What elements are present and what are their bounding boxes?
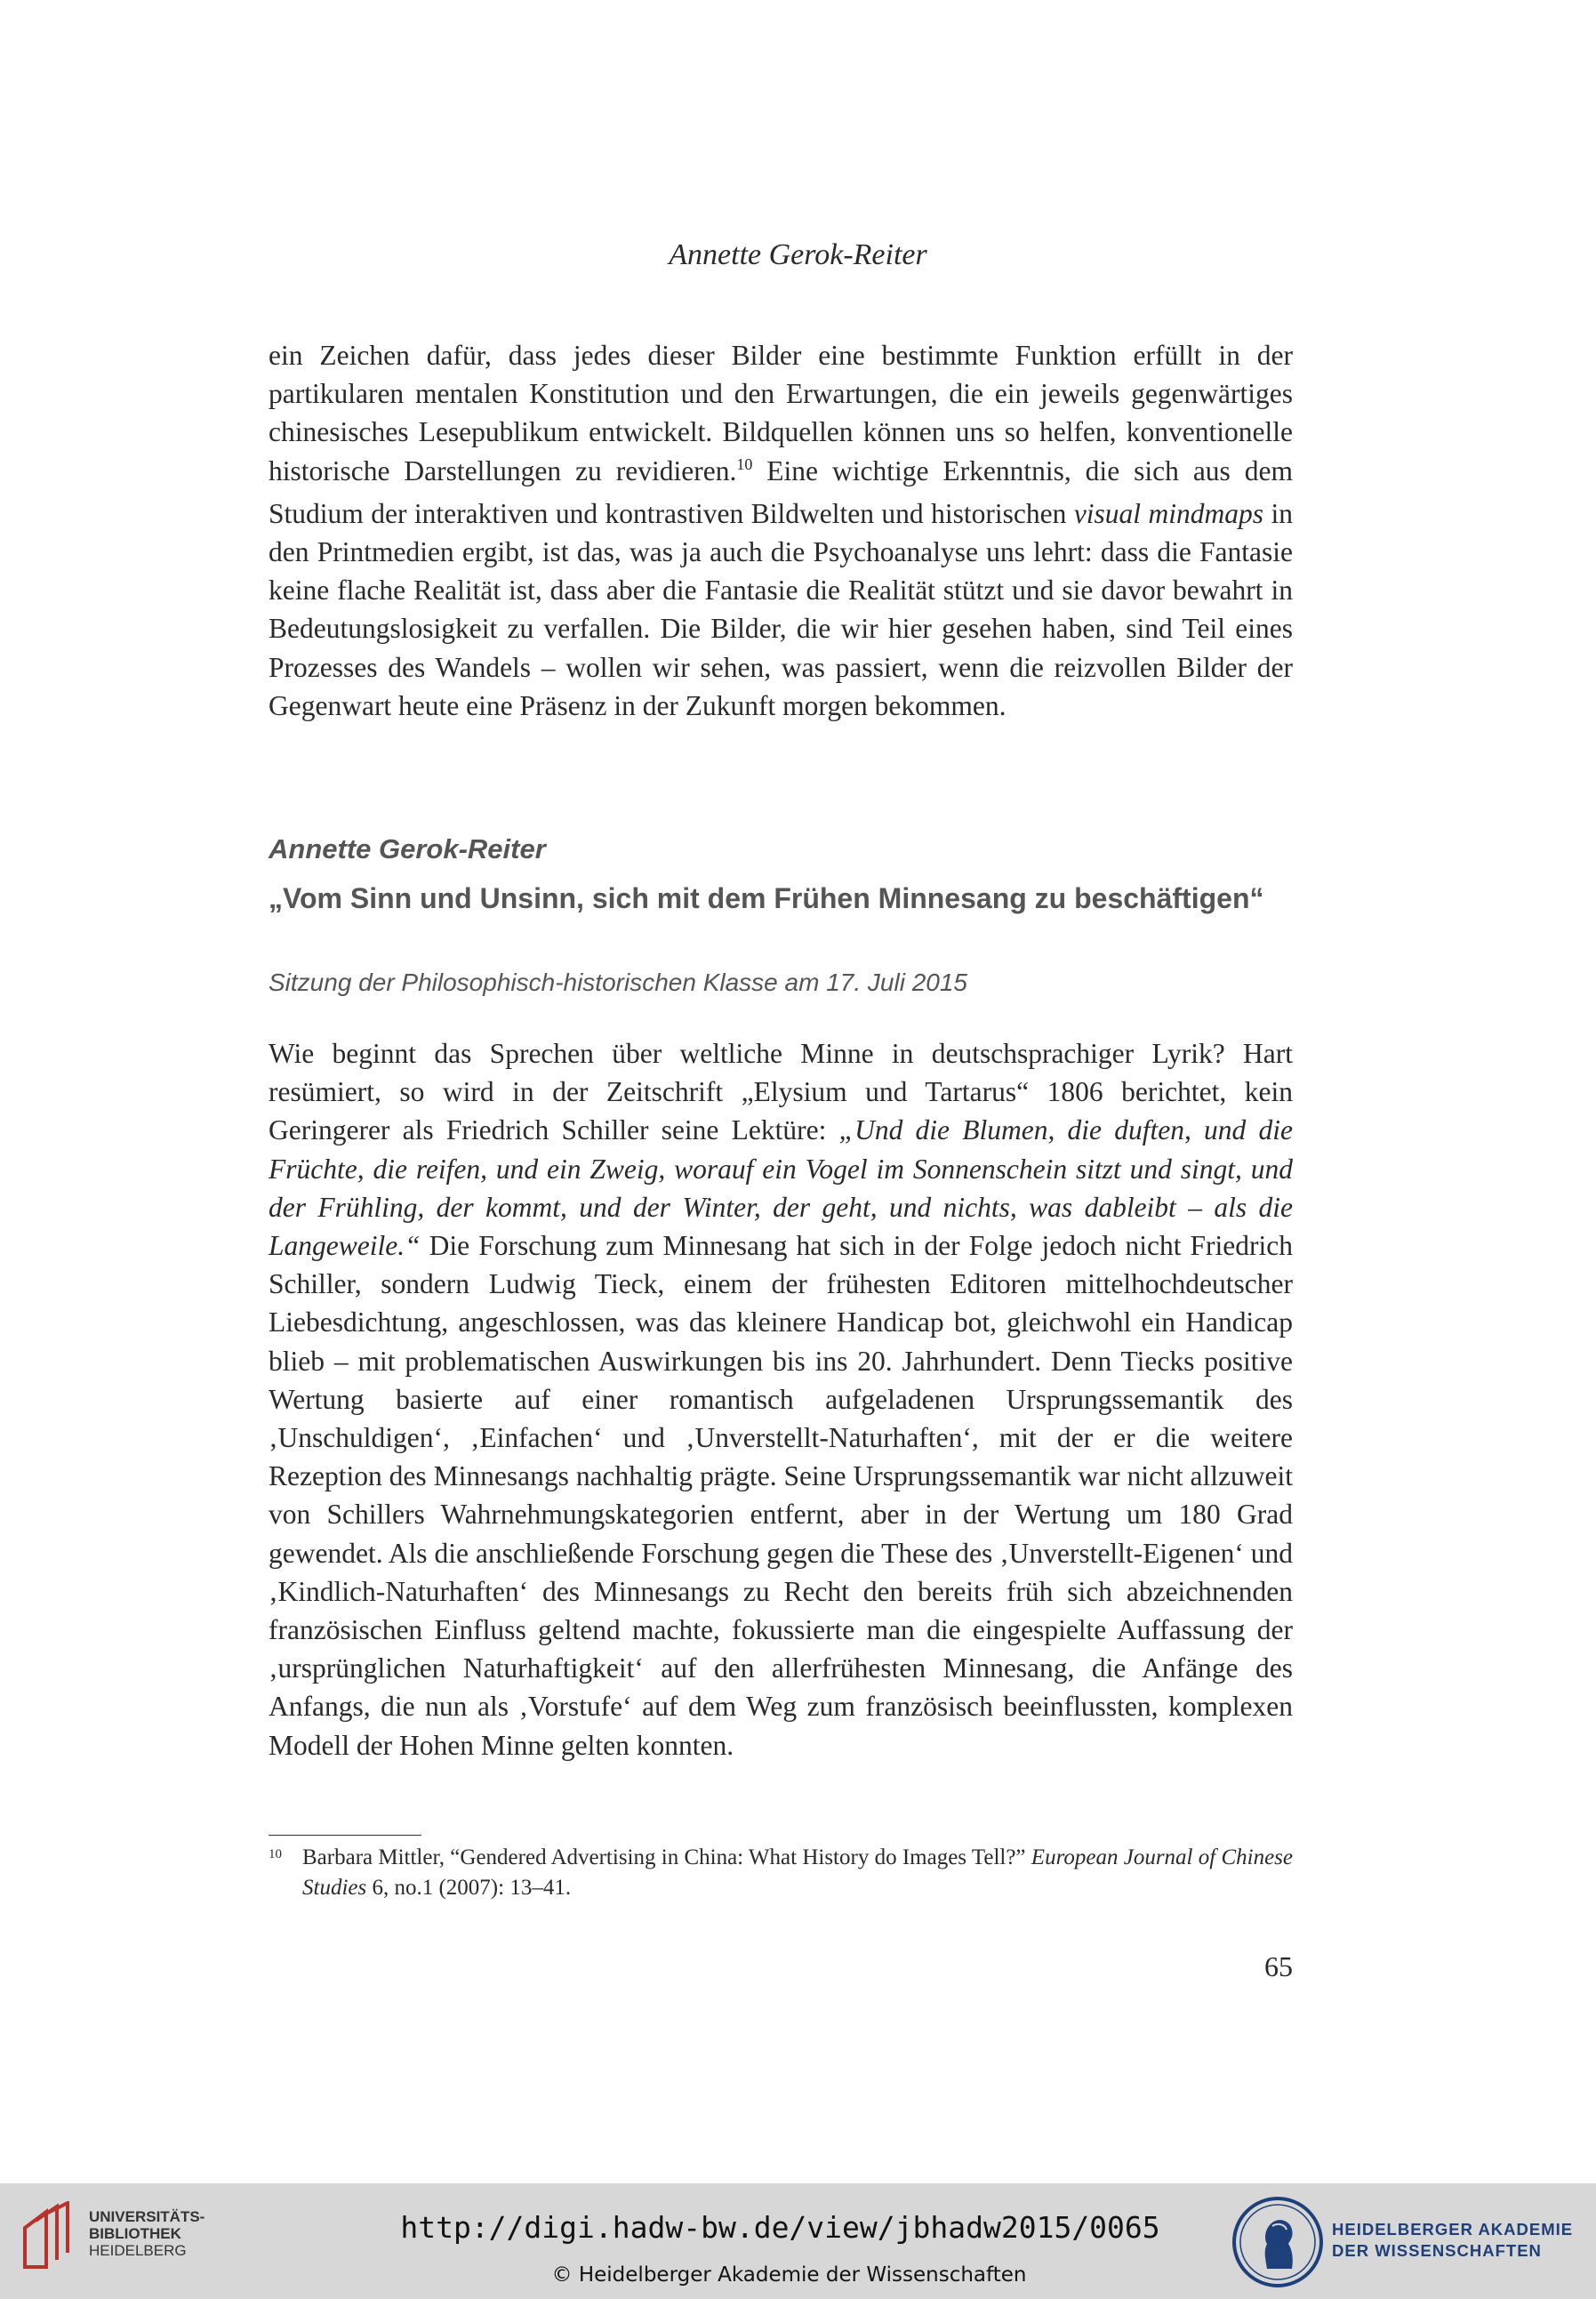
para2-text-b: Die Forschung zum Minnesang hat sich in der Folge jedoch nicht Friedrich Schiller, sondern Ludwig Tieck, einem der frühesten Editoren mittelhochdeutscher Liebesdichtung, angeschlossen, was das kleinere Handicap bot, gleichwohl ein Handicap blieb – mit problematischen Auswirkungen bis ins 20. Jahrhundert. Denn Tiecks positive Wertung basierte auf einer romantisch aufgeladenen Ursprungssemantik des ‚Unschuldigen‘, ‚Einfachen‘ und ‚Unverstellt-Naturhaften‘, mit der er die weitere Rezeption des Minnesangs nachhaltig prägte. Seine Ursprungssemantik war nicht allzuweit von Schillers Wahrnehmungskategorien entfernt, aber in der Wertung um 180 Grad gewendet. Als die anschließende Forschung gegen die These des ‚Unverstellt-Eigenen‘ und ‚Kindlich-Naturhaften‘ des Minnesangs zu Recht den bereits früh sich abzeichnenden französischen Einfluss geltend machte, fokussierte man die eingespielte Auffassung der ‚ursprünglichen Naturhaftigkeit‘ auf den allerfrühesten Minnesang, die Anfänge des Anfangs, die nun als ‚Vorstufe‘ auf dem Weg zum französisch beeinflussten, komplexen Modell der Hohen Minne gelten konnten. [269,1230,1293,1761]
body-paragraph-1 [269,336,1293,725]
footnote-text [269,1843,1293,1903]
academy-line-2: DER WISSENSCHAFTEN [1332,2241,1542,2260]
library-line-3: HEIDELBERG [89,2242,187,2259]
page-number: 65 [1264,1950,1293,1982]
para2-text-a: Wie beginnt das Sprechen über weltliche Minne in deutschsprachiger Lyrik? Hart resümiert, so wird in der Zeitschrift „Elysium und Tartarus“ 1806 berichtet, kein Geringerer als Friedrich Schiller seine Lektüre: [269,1038,1293,1146]
academy-line-1: HEIDELBERGER AKADEMIE [1332,2220,1574,2239]
footnote-10 [269,1843,1293,1903]
academy-seal-icon [1231,2196,1324,2288]
body-paragraph-2 [269,1034,1293,1764]
permalink-url[interactable]: http://digi.hadw-bw.de/view/jbhadw2015/0065 [400,2210,1160,2245]
footnote-text-a: Barbara Mittler, “Gendered Advertising in China: What History do Images Tell?” [302,1845,1031,1869]
library-line-1: UNIVERSITÄTS- [89,2208,205,2225]
academy-name [1332,2219,1573,2262]
para1-text-b: Eine wichtige Erkenntnis, die sich aus dem Studium der interaktiven und kontrastiven Bildwelten und historischen [269,454,1293,529]
footnote-journal: European Journal of Chinese Studies [302,1845,1293,1900]
section-author: Annette Gerok-Reiter [269,833,546,864]
copyright-notice: © Heidelberger Akademie der Wissenschaften [551,2263,1027,2287]
footnote-number: 10 [269,1847,282,1861]
para1-text-a: ein Zeichen dafür, dass jedes dieser Bilder eine bestimmte Funktion erfüllt in der partikularen mentalen Konstitution und den Erwartungen, die ein jeweils gegenwärtiges chinesisches Lesepublikum entwickelt. Bildquellen können uns so helfen, konventionelle historische Darstellungen zu revidieren. [269,340,1293,486]
footer-banner [0,2183,1596,2299]
section-session-line: Sitzung der Philosophisch-historischen Klasse am 17. Juli 2015 [269,969,967,996]
footnote-ref-10[interactable]: 10 [736,454,753,473]
library-line-2: BIBLIOTHEK [89,2225,181,2242]
running-head: Annette Gerok-Reiter [669,238,927,271]
section-title: „Vom Sinn und Unsinn, sich mit dem Frühen Minnesang zu beschäftigen“ [269,882,1264,914]
schiller-quote: „Und die Blumen, die duften, und die Früchte, die reifen, und ein Zweig, worauf ein Vogel im Sonnenschein sitzt und singt, und der Frühling, der kommt, und der Winter, der geht, und nichts, was dableibt – als die Langeweile.“ [269,1114,1293,1262]
footnote-rule [269,1835,421,1836]
para1-text-d: in den Printmedien ergibt, ist das, was ja auch die Psychoanalyse uns lehrt: dass die Fantasie keine flache Realität ist, dass aber die Fantasie die Realität stützt und sie davor bewahrt in Bedeutungslosigkeit zu verfallen. Die Bilder, die wir hier gesehen haben, sind Teil eines Prozesses des Wandels – wollen wir sehen, was passiert, wenn die reizvollen Bilder der Gegenwart heute eine Präsenz in der Zukunft morgen bekommen. [269,497,1293,721]
footnote-text-b: 6, no.1 (2007): 13–41. [366,1876,572,1900]
para1-italic-term: visual mindmaps [1073,497,1264,529]
